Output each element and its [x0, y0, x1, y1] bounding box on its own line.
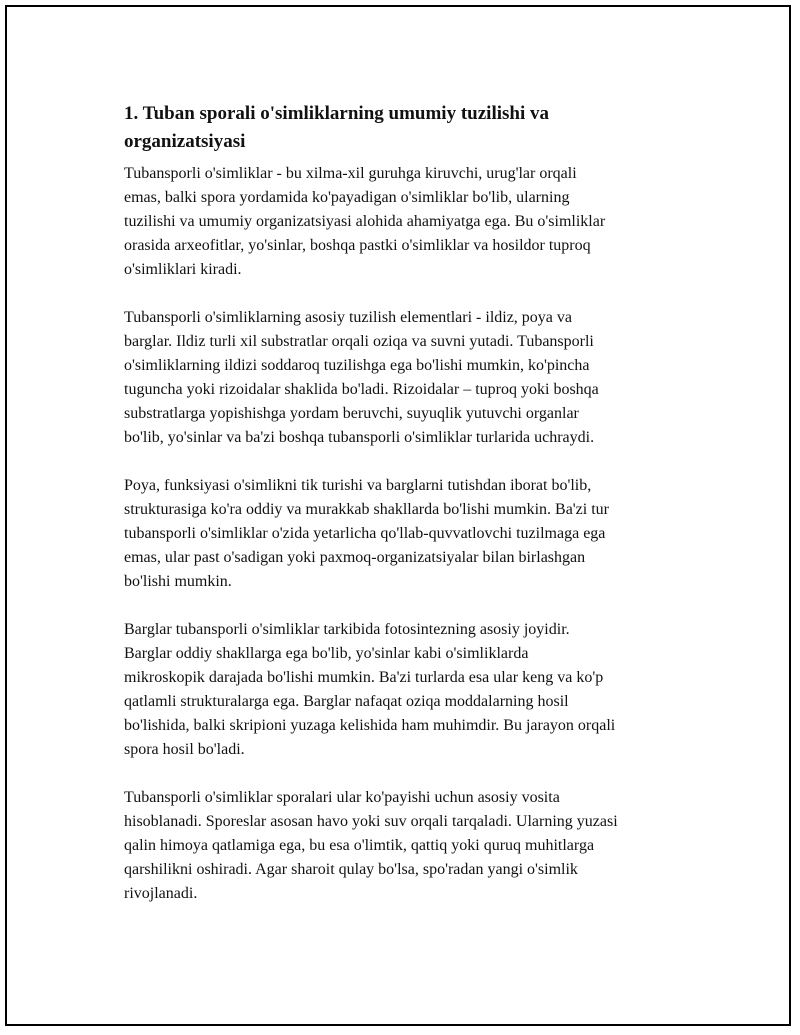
text-line: strukturasiga ko'ra oddiy va murakkab shakllarda bo'lishi mumkin. Ba'zi tur — [124, 501, 609, 518]
text-line: mikroskopik darajada bo'lishi mumkin. Ba'zi turlarda esa ular keng va ko'p — [124, 669, 604, 686]
text-line: bo'lishida, balki skripioni yuzaga kelishida ham muhimdir. Bu jarayon orqali — [124, 717, 616, 734]
text-line: rivojlanadi. — [124, 885, 198, 902]
text-line: qatlamli strukturalarga ega. Barglar nafaqat oziqa moddalarning hosil — [124, 693, 569, 710]
document-body — [124, 100, 694, 930]
text-line: hisoblanadi. Sporeslar asosan havo yoki suv orqali tarqaladi. Ularning yuzasi — [124, 813, 618, 830]
text-line: Tubansporli o'simliklarning asosiy tuzilish elementlari - ildiz, poya va — [124, 309, 573, 326]
title-line: 1. Tuban sporali o'simliklarning umumiy tuzilishi va — [124, 103, 549, 124]
text-line: bo'lib, yo'sinlar va ba'zi boshqa tubansporli o'simliklar turlarida uchraydi. — [124, 429, 595, 446]
text-line: tubansporli o'simliklar o'zida yetarlicha qo'llab-quvvatlovchi tuzilmaga ega — [124, 525, 606, 542]
text-line: spora hosil bo'ladi. — [124, 741, 245, 758]
text-line: orasida arxeofitlar, yo'sinlar, boshqa pastki o'simliklar va hosildor tuproq — [124, 237, 591, 254]
text-line: emas, balki spora yordamida ko'payadigan o'simliklar bo'lib, ularning — [124, 189, 570, 206]
paragraph-4 — [124, 618, 694, 762]
title-line: organizatsiyasi — [124, 131, 246, 152]
text-line: qarshilikni oshiradi. Agar sharoit qulay bo'lsa, spo'radan yangi o'simlik — [124, 861, 578, 878]
text-line: Barglar oddiy shakllarga ega bo'lib, yo'sinlar kabi o'simliklarda — [124, 645, 529, 662]
text-line: tuguncha yoki rizoidalar shaklida bo'ladi. Rizoidalar – tuproq yoki boshqa — [124, 381, 599, 398]
paragraph-3 — [124, 474, 694, 594]
text-line: barglar. Ildiz turli xil substratlar orqali oziqa va suvni yutadi. Tubansporli — [124, 333, 594, 350]
text-line: substratlarga yopishishga yordam beruvchi, suyuqlik yutuvchi organlar — [124, 405, 579, 422]
text-line: Tubansporli o'simliklar - bu xilma-xil guruhga kiruvchi, urug'lar orqali — [124, 165, 577, 182]
text-line: o'simliklarning ildizi soddaroq tuzilishga ega bo'lishi mumkin, ko'pincha — [124, 357, 590, 374]
text-line: o'simliklari kiradi. — [124, 261, 242, 278]
paragraph-5 — [124, 786, 694, 906]
text-line: Tubansporli o'simliklar sporalari ular ko'payishi uchun asosiy vosita — [124, 789, 560, 806]
text-line: Barglar tubansporli o'simliklar tarkibida fotosintezning asosiy joyidir. — [124, 621, 570, 638]
text-line: qalin himoya qatlamiga ega, bu esa o'limtik, qattiq yoki quruq muhitlarga — [124, 837, 595, 854]
text-line: bo'lishi mumkin. — [124, 573, 232, 590]
text-line: tuzilishi va umumiy organizatsiyasi alohida ahamiyatga ega. Bu o'simliklar — [124, 213, 606, 230]
paragraph-2 — [124, 306, 694, 450]
page-frame — [5, 5, 791, 1026]
text-line: Poya, funksiyasi o'simlikni tik turishi va barglarni tutishdan iborat bo'lib, — [124, 477, 592, 494]
page-title — [124, 100, 694, 156]
paragraph-1 — [124, 162, 694, 282]
text-line: emas, ular past o'sadigan yoki paxmoq-organizatsiyalar bilan birlashgan — [124, 549, 586, 566]
